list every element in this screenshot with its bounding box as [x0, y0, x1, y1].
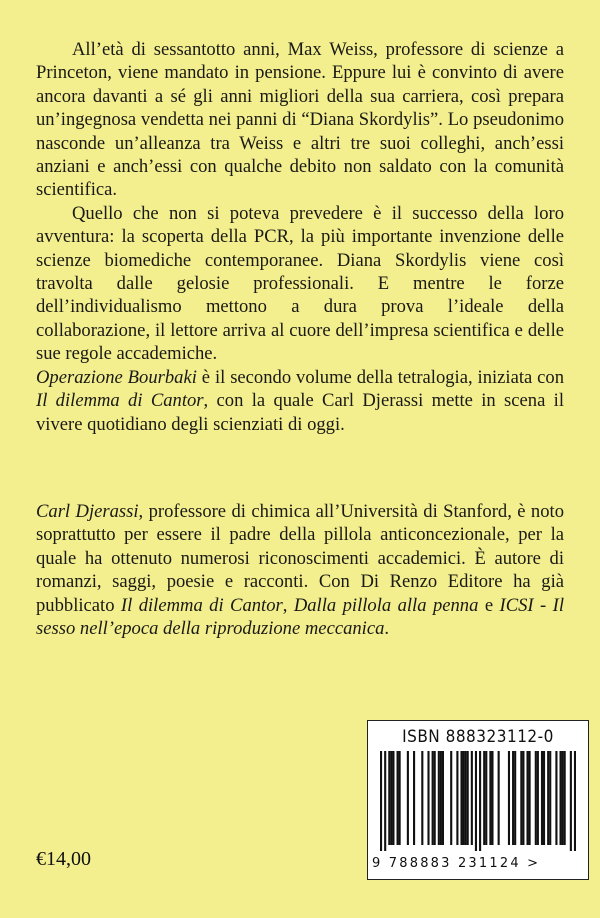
barcode-bar	[514, 751, 516, 845]
bio-separator: ,	[282, 594, 294, 616]
barcode-bar	[491, 751, 493, 845]
barcode-bar	[543, 751, 545, 845]
barcode-bar	[432, 751, 434, 845]
isbn-label: ISBN 888323112-0	[402, 727, 554, 747]
barcode-guard-bar	[384, 751, 386, 851]
ean-digits: 9 788883 231124 >	[372, 856, 541, 871]
barcode-bar	[541, 751, 543, 845]
barcode-bar	[392, 751, 394, 845]
barcode-bar	[498, 751, 500, 845]
barcode-bar	[450, 751, 452, 845]
barcode-bar	[522, 751, 524, 845]
barcode-bar	[564, 751, 566, 845]
bio-separator: e	[478, 594, 500, 616]
author-bio	[36, 500, 564, 640]
barcode-bar	[465, 751, 467, 845]
barcode-bar	[508, 751, 510, 845]
barcode-bar	[438, 751, 440, 845]
barcode-bar	[399, 751, 401, 845]
barcode-bar	[427, 751, 429, 845]
barcode-guard-bar	[380, 751, 382, 851]
barcode-bar	[434, 751, 436, 845]
barcode-bar	[483, 751, 485, 845]
book-title: Operazione Bourbaki	[36, 366, 197, 388]
barcode-bar	[512, 751, 514, 845]
price-label: €14,00	[36, 848, 91, 870]
barcode-bar	[397, 751, 399, 845]
author-bio-paragraph	[36, 500, 564, 640]
barcode-bar	[463, 751, 465, 845]
barcode-guard-bar	[570, 751, 572, 851]
barcode-bar	[388, 751, 390, 845]
barcode-bar	[489, 751, 491, 845]
bio-book-3: ICSI - Il sesso nell’epoca della riproduzione meccanica	[36, 594, 564, 640]
barcode-bar	[471, 751, 473, 845]
barcode-bar	[421, 751, 423, 845]
barcode-bar	[390, 751, 392, 845]
bio-text: , professore di chimica all’Università di Stanford, è noto soprattutto per essere il padre della pillola anticoncezionale, per la quale ha ottenuto numerosi riconoscimenti accademici. È autore di romanzi, saggi, poesie e racconti. Con Di Renzo Editore ha già pubblicato	[36, 501, 564, 616]
blurb-text: , con la quale Carl Djerassi mette in scena il vivere quotidiano degli scienziati di oggi.	[36, 390, 565, 435]
barcode-guard-bar	[479, 751, 481, 851]
barcode-bar	[562, 751, 564, 845]
barcode-bar	[535, 751, 537, 845]
barcode-bar	[460, 751, 462, 845]
barcode-panel	[367, 720, 589, 880]
author-name: Carl Djerassi	[36, 501, 139, 522]
barcode-bar	[526, 751, 528, 845]
blurb-paragraph-2: Quello che non si poteva prevedere è il successo della loro avventura: la scoperta della PCR, la più importante invenzione delle scienze biomediche contemporanee. Diana Skordylis viene così travolta dalle gelosie professionali. E mentre le forze dell’individualismo mettono a dura prova l’ideale della collaborazione, il lettore arriva al cuore dell’impresa scientifica e delle sue regole accademiche.	[36, 202, 564, 365]
barcode-bar	[559, 751, 561, 845]
referenced-book-title: Il dilemma di Cantor	[36, 390, 204, 412]
barcode-bar	[485, 751, 487, 845]
ean-barcode	[380, 751, 576, 851]
barcode-guard-bar	[574, 751, 576, 851]
bio-book-1: Il dilemma di Cantor	[120, 594, 283, 616]
book-blurb	[36, 38, 564, 436]
barcode-bar	[440, 751, 442, 845]
barcode-guard-bar	[475, 751, 477, 851]
blurb-paragraph-1: All’età di sessantotto anni, Max Weiss, professore di scienze a Princeton, viene mandato in pensione. Eppure lui è convinto di avere ancora davanti a sé gli anni migliori della sua carriera, così prepara un’ingegnosa vendetta nei panni di “Diana Skordylis”. Lo pseudonimo nasconde un’alleanza tra Weiss e altri tre suoi colleghi, anch’essi anziani e anch’essi con qualche debito non saldato con la comunità scientifica.	[36, 39, 564, 201]
barcode-bar	[529, 751, 531, 845]
barcode-bar	[413, 751, 415, 845]
blurb-paragraph-3	[36, 366, 564, 436]
barcode-bar	[555, 751, 557, 845]
blurb-text: è il secondo volume della tetralogia, iniziata con	[196, 366, 565, 388]
barcode-bar	[442, 751, 444, 845]
barcode-bar	[520, 751, 522, 845]
barcode-bar	[537, 751, 539, 845]
bio-book-2: Dalla pillola alla penna	[293, 594, 479, 616]
barcode-bar	[549, 751, 551, 845]
barcode-bar	[407, 751, 409, 845]
barcode-bar	[547, 751, 549, 845]
bio-text: .	[384, 618, 390, 640]
barcode-bar	[456, 751, 458, 845]
barcode-bar	[467, 751, 469, 845]
